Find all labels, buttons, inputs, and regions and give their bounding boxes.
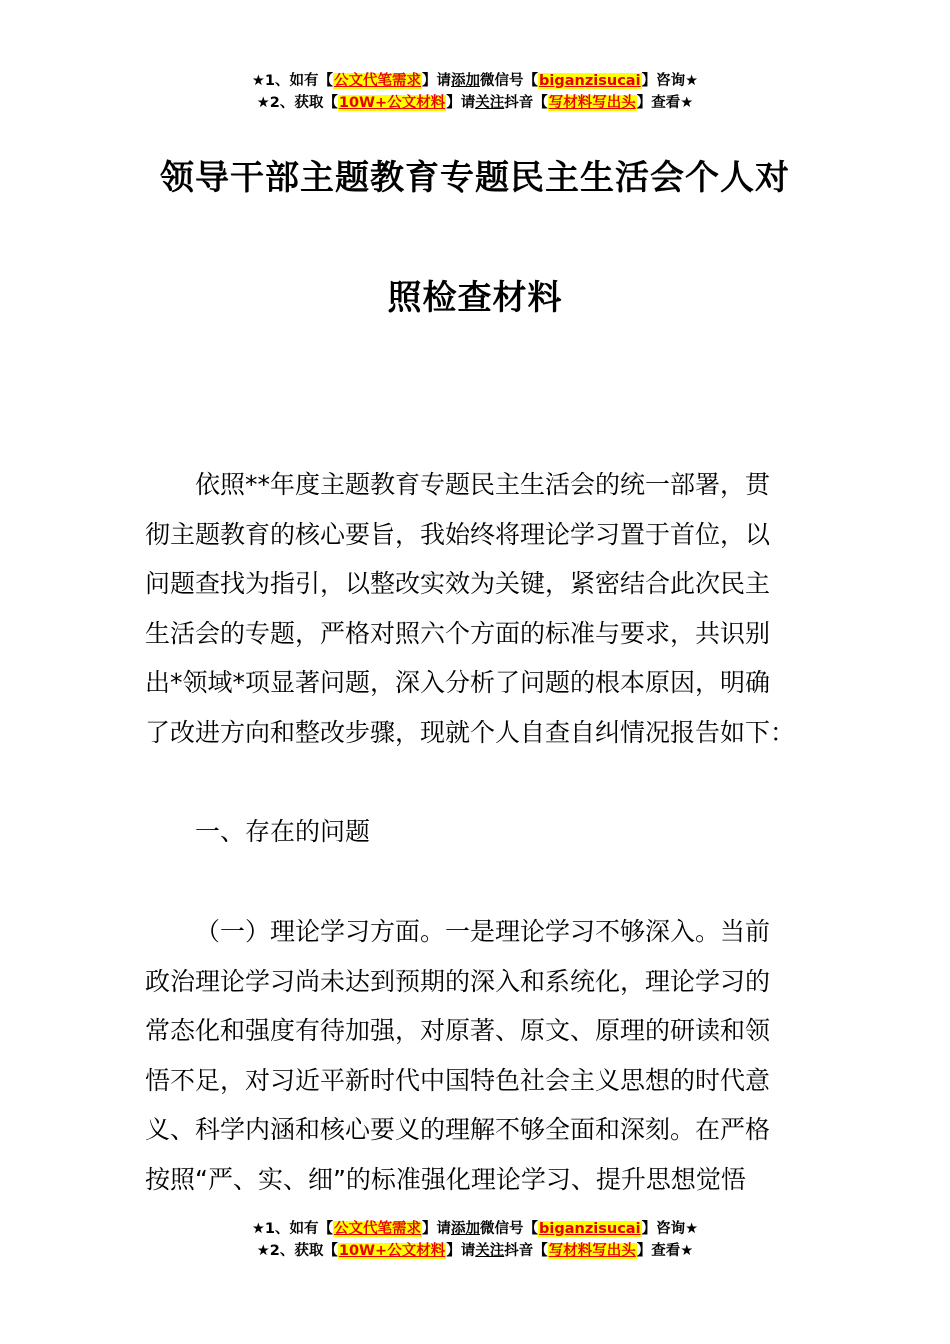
banner-text: 微信号【 [480,73,539,89]
banner-underlined-text: 添加 [451,73,481,89]
intro-line: 了改进方向和整改步骤，现就个人自查自纠情况报告如下： [145,717,796,747]
banner-underlined-text: 关注 [475,95,505,111]
banner-text: ★1、如有【 [251,1221,334,1237]
banner-line-1 [0,1218,950,1240]
banner-text: 】咨询★ [641,73,699,89]
intro-line: 依照**年度主题教育专题民主生活会的统一部署，贯 [195,470,771,499]
banner-line-1 [0,70,950,92]
section-line: 按照“严、实、细”的标准强化理论学习、提升思想觉悟 [145,1164,746,1194]
section-heading [145,807,807,857]
banner-underlined-text: 关注 [475,1243,505,1259]
section-paragraph [145,907,807,1204]
banner-text: 】查看★ [636,1243,694,1259]
banner-highlight: 公文代笔需求 [334,73,422,89]
banner-text: 抖音【 [504,1243,548,1259]
banner-text: ★2、获取【 [256,95,338,111]
document-title-line-2: 照检查材料 [387,278,563,318]
banner-text: 】请 [422,73,452,89]
banner-line-2 [0,92,950,114]
banner-underlined-text: 添加 [451,1221,481,1237]
banner-text: ★1、如有【 [251,73,334,89]
bottom-banner [0,1218,950,1262]
section-line: 义、科学内涵和核心要义的理解不够全面和深刻。在严格 [145,1115,771,1144]
banner-text: 】请 [446,1243,476,1259]
banner-highlight: 10W+公文材料 [338,95,446,111]
intro-line: 出*领域*项显著问题，深入分析了问题的根本原因，明确 [145,668,771,697]
banner-highlight: 10W+公文材料 [338,1243,446,1259]
banner-text: 抖音【 [504,95,548,111]
banner-text: 微信号【 [480,1221,539,1237]
section-heading-text: 一、存在的问题 [195,817,371,846]
banner-highlight: 写材料写出头 [548,95,636,111]
banner-highlight: 公文代笔需求 [334,1221,422,1237]
banner-text: 】咨询★ [641,1221,699,1237]
banner-text: 】请 [446,95,476,111]
intro-paragraph [145,460,807,757]
document-title-line-1: 领导干部主题教育专题民主生活会个人对 [160,158,790,198]
banner-highlight: biganzisucai [539,73,641,89]
banner-highlight: 写材料写出头 [548,1243,636,1259]
banner-text: ★2、获取【 [256,1243,338,1259]
intro-line: 问题查找为指引，以整改实效为关键，紧密结合此次民主 [145,569,771,598]
top-banner [0,70,950,114]
banner-text: 】查看★ [636,95,694,111]
banner-line-2 [0,1240,950,1262]
section-line: （一）理论学习方面。一是理论学习不够深入。当前 [195,917,771,946]
intro-line: 彻主题教育的核心要旨，我始终将理论学习置于首位，以 [145,519,771,549]
section-line: 悟不足，对习近平新时代中国特色社会主义思想的时代意 [145,1065,771,1095]
section-line: 政治理论学习尚未达到预期的深入和系统化，理论学习的 [145,966,771,996]
banner-text: 】请 [422,1221,452,1237]
intro-line: 生活会的专题，严格对照六个方面的标准与要求，共识别 [145,618,771,648]
banner-highlight: biganzisucai [539,1221,641,1237]
section-line: 常态化和强度有待加强，对原著、原文、原理的研读和领 [145,1016,771,1045]
